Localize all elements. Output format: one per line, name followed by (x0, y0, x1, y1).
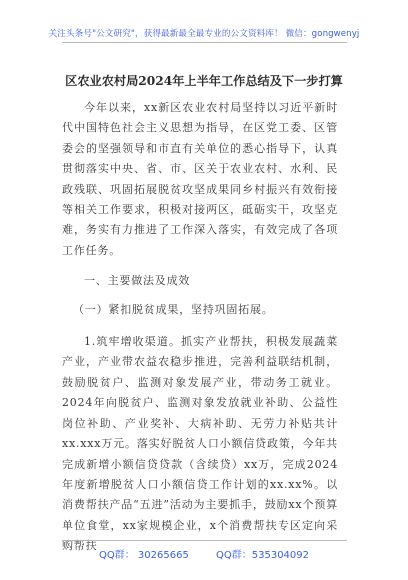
qq-group-2: QQ群：535304092 (216, 550, 310, 561)
intro-paragraph: 今年以来，xx新区农业农村局坚持以习近平新时代中国特色社会主义思想为指导，在区党工委、区管委会的坚强领导和市直有关单位的悉心指导下，认真贯彻落实中央、省、市、区关于农业农村、水利、民政残联、巩固拓展脱贫攻坚成果同乡村振兴有效衔接等相关工作要求，积极对接两区，砥砺实干，攻坚克难，务实有力推进了工作深入落实，有效完成了各项工作任务。 (62, 101, 338, 257)
subsection-heading-text: （一）紧扣脱贫成果，坚持巩固拓展。 (73, 302, 274, 316)
document-title: 区农业农村局2024年上半年工作总结及下一步打算 (65, 74, 343, 88)
item-paragraph: 1.筑牢增收渠道。抓实产业帮扶，积极发展蔬菜产业，产业带农益农稳步推进，完善利益联结机制，鼓励脱贫户、监测对象发展产业，带动务工就业。2024年向脱贫户、监测对象发放就业补助、公益性岗位补助、产业奖补、大病补助、无劳力补贴共计xx.xxx万元。落实好脱贫人口小额信贷政策，今年共完成新增小额信贷贷款（含续贷）xx万，完成2024年度新增脱贫人口小额信贷工作计划的xx.xx%。以消费帮扶产品“五进”活动为主要抓手，鼓励xx个预算单位食堂，xx家规模企业，x个消费帮扶专区定向采购帮扶 (62, 335, 338, 553)
subsection-heading (62, 300, 338, 320)
contact-footer (0, 546, 408, 561)
header-divider (62, 42, 347, 43)
document-body (62, 98, 338, 557)
qq-group-1: QQ群： 30265665 (98, 550, 189, 561)
section-heading: 一、主要做法及成效 (84, 274, 191, 288)
promo-banner: 关注头条号"公文研究"，获得最新最全最专业的公文资料库！ 微信：gongwenyj (48, 29, 360, 39)
footer-divider (62, 540, 347, 541)
